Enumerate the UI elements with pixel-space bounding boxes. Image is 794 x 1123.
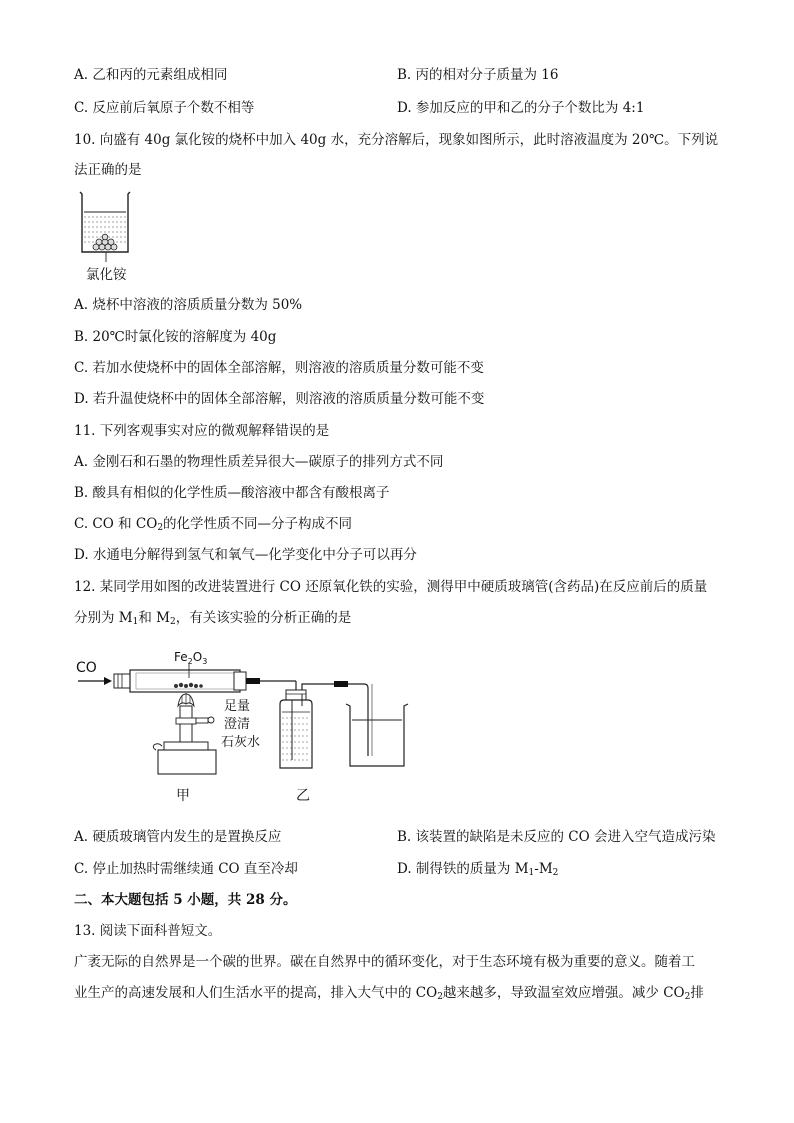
- apparatus-label-jia: 甲: [176, 788, 190, 804]
- q11-option-d: D. 水通电分解得到氢气和氧气—化学变化中分子可以再分: [74, 547, 417, 563]
- q9-option-b: B. 丙的相对分子质量为 16: [397, 67, 559, 83]
- q12-stem-line1: 12. 某同学用如图的改进装置进行 CO 还原氧化铁的实验，测得甲中硬质玻璃管(含药品)在反应前后的质量: [74, 579, 708, 595]
- q12-option-a: A. 硬质玻璃管内发生的是置换反应: [74, 829, 282, 845]
- q12-option-d: D. 制得铁的质量为 $M_1-M_2$: [397, 861, 559, 878]
- q9-option-c: C. 反应前后氧原子个数不相等: [74, 100, 255, 116]
- section-heading: 二、本大题包括 5 小题，共 28 分。: [74, 892, 297, 908]
- bottle-label-1: 足量: [224, 699, 251, 714]
- q10-option-b: B. 20℃时氯化铵的溶解度为 40g: [74, 329, 277, 345]
- q11-option-c: C. CO 和 $CO_2$的化学性质不同—分子构成不同: [74, 516, 353, 533]
- q10-option-a: A. 烧杯中溶液的溶质质量分数为 50%: [74, 297, 303, 313]
- q10-option-c: C. 若加水使烧杯中的固体全部溶解，则溶液的溶质质量分数可能不变: [74, 360, 484, 376]
- q12-option-b: B. 该装置的缺陷是未反应的 CO 会进入空气造成污染: [397, 829, 716, 845]
- q12-stem-line2: 分别为 $M_1$和 $M_2$，有关该实验的分析正确的是: [74, 610, 352, 627]
- beaker-figure-label: 氯化铵: [86, 267, 127, 283]
- co-inlet-label: CO: [76, 660, 97, 676]
- bottle-label-2: 澄清: [224, 717, 251, 732]
- q9-option-a: A. 乙和丙的元素组成相同: [74, 67, 228, 83]
- q13-stem: 13. 阅读下面科普短文。: [74, 923, 222, 939]
- bottle-label-3: 石灰水: [221, 735, 261, 750]
- fe2o3-label: $Fe_2O_3$: [174, 650, 208, 666]
- q11-option-b: B. 酸具有相似的化学性质—酸溶液中都含有酸根离子: [74, 485, 390, 501]
- q10-stem-line1: 10. 向盛有 40g 氯化铵的烧杯中加入 40g 水，充分溶解后，现象如图所示，此时溶液温度为 20℃。下列说: [74, 132, 719, 148]
- q9-option-d: D. 参加反应的甲和乙的分子个数比为 4:1: [397, 100, 645, 116]
- co-reduction-apparatus-figure: [74, 646, 414, 808]
- q11-stem: 11. 下列客观事实对应的微观解释错误的是: [74, 423, 330, 439]
- q13-paragraph-line2: 业生产的高速发展和人们生活水平的提高，排入大气中的 $CO_2$越来越多，导致温室效应增强。减少 $CO_2$排: [74, 985, 704, 1002]
- q13-paragraph-line1: 广袤无际的自然界是一个碳的世界。碳在自然界中的循环变化，对于生态环境有极为重要的意义。随着工: [74, 954, 695, 970]
- apparatus-label-yi: 乙: [296, 788, 310, 804]
- q10-option-d: D. 若升温使烧杯中的固体全部溶解，则溶液的溶质质量分数可能不变: [74, 391, 485, 407]
- q12-option-c: C. 停止加热时需继续通 CO 直至冷却: [74, 861, 298, 877]
- q11-option-a: A. 金刚石和石墨的物理性质差异很大—碳原子的排列方式不同: [74, 454, 444, 470]
- q10-stem-line2: 法正确的是: [74, 162, 142, 178]
